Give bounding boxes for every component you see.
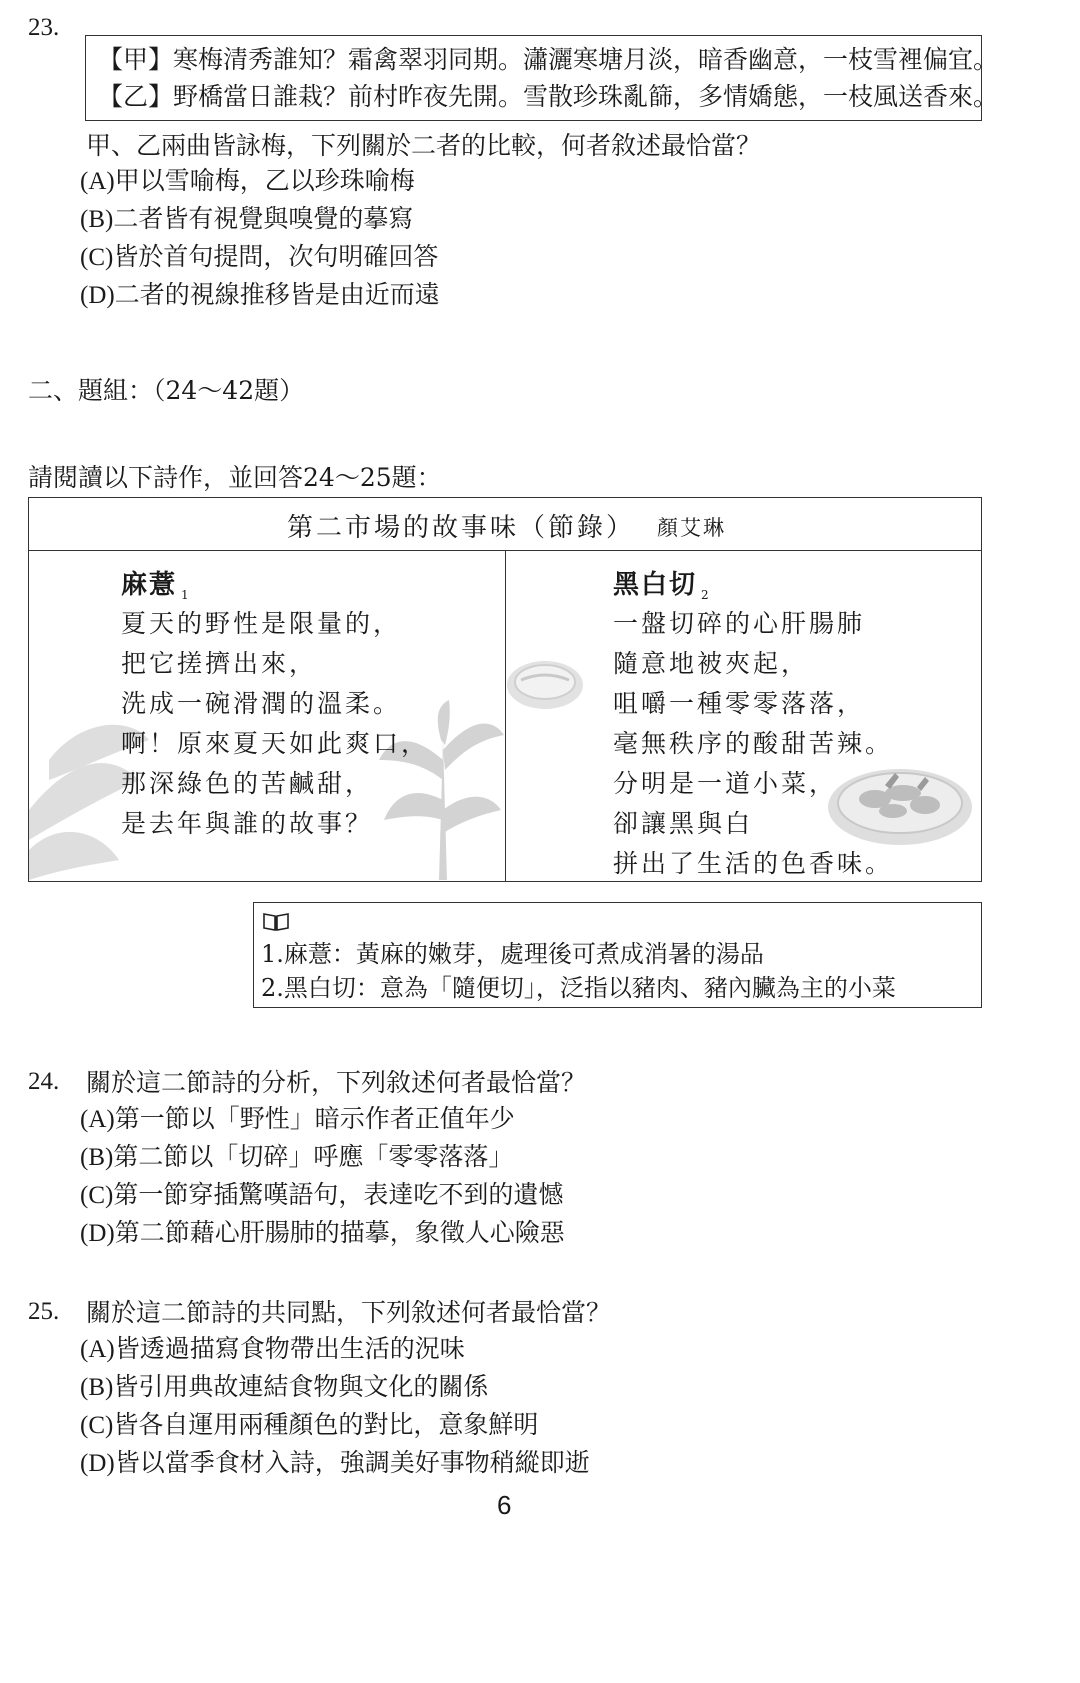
question-23-stem: 甲、乙兩曲皆詠梅，下列關於二者的比較，何者敘述最恰當？ — [86, 131, 762, 160]
poem-line: 咀嚼一種零零落落， — [613, 689, 866, 718]
option-a[interactable]: (A)甲以雪喻梅，乙以珍珠喻梅 — [80, 166, 415, 195]
book-icon — [262, 910, 290, 932]
poem-line: 一盤切碎的心肝腸肺 — [613, 609, 866, 638]
poem-line: 分明是一道小菜， — [613, 769, 838, 798]
poem-line: 啊！原來夏天如此爽口， — [121, 729, 430, 758]
poem-line: 把它搓擠出來， — [121, 649, 318, 678]
question-23-options — [80, 162, 440, 314]
question-24-number: 24. — [28, 1068, 60, 1095]
poem-line: 是去年與誰的故事？ — [121, 809, 374, 838]
option-b[interactable]: (B)第二節以「切碎」呼應「零零落落」 — [80, 1142, 514, 1171]
poem-line: 洗成一碗滑潤的溫柔。 — [121, 689, 402, 718]
question-23-quote-box — [85, 35, 999, 121]
section-heading: 二、題組：（24～42題） — [28, 376, 305, 405]
poem-right-column — [507, 550, 981, 881]
page-number: 6 — [497, 1490, 512, 1520]
poem-left-lines — [121, 604, 429, 844]
poem-right-heading: 黑白切 $_2$ — [613, 570, 711, 602]
reading-instruction: 請閱讀以下詩作，並回答24～25題： — [28, 463, 442, 492]
note-item-1: 1.麻薏：黃麻的嫩芽，處理後可煮成消暑的湯品 — [261, 940, 764, 968]
poem-title: 第二市場的故事味（節錄） — [287, 513, 636, 543]
poem-left-column — [29, 550, 506, 881]
question-25-number: 25. — [28, 1298, 60, 1325]
quote-yi: 【乙】野橋當日誰栽？前村昨夜先開。雪散珍珠亂篩，多情嬌態，一枝風送香來。 — [98, 82, 999, 111]
small-plate-illustration — [507, 650, 587, 720]
notes-box — [253, 902, 982, 1008]
poem-left-heading: 麻薏 $_1$ — [121, 570, 191, 602]
option-d[interactable]: (D)皆以當季食材入詩，強調美好事物稍縱即逝 — [80, 1448, 590, 1477]
poem-line: 拼出了生活的色香味。 — [613, 849, 894, 878]
poem-line: 隨意地被夾起， — [613, 649, 810, 678]
note-item-2: 2.黑白切：意為「隨便切」，泛指以豬肉、豬內臟為主的小菜 — [261, 974, 896, 1002]
option-a[interactable]: (A)皆透過描寫食物帶出生活的況味 — [80, 1334, 465, 1363]
option-c[interactable]: (C)皆於首句提問，次句明確回答 — [80, 242, 439, 271]
option-c[interactable]: (C)皆各自運用兩種顏色的對比，意象鮮明 — [80, 1410, 539, 1439]
poem-box — [28, 497, 982, 882]
quote-jia: 【甲】寒梅清秀誰知？霜禽翠羽同期。瀟灑寒塘月淡，暗香幽意，一枝雪裡偏宜。 — [98, 45, 999, 74]
poem-header — [29, 498, 981, 551]
poem-author: 顏艾琳 — [657, 516, 726, 540]
poem-line: 夏天的野性是限量的， — [121, 609, 402, 638]
option-d[interactable]: (D)二者的視線推移皆是由近而遠 — [80, 280, 440, 309]
option-d[interactable]: (D)第二節藉心肝腸肺的描摹，象徵人心險惡 — [80, 1218, 565, 1247]
question-24-options — [80, 1100, 565, 1252]
option-c[interactable]: (C)第一節穿插驚嘆語句，表達吃不到的遺憾 — [80, 1180, 564, 1209]
question-23-number: 23. — [28, 14, 60, 41]
poem-line: 那深綠色的苦鹹甜， — [121, 769, 374, 798]
poem-line: 卻讓黑與白 — [613, 809, 754, 838]
option-b[interactable]: (B)二者皆有視覺與嗅覺的摹寫 — [80, 204, 414, 233]
question-25-stem: 關於這二節詩的共同點，下列敘述何者最恰當？ — [86, 1298, 612, 1327]
question-24-stem: 關於這二節詩的分析，下列敘述何者最恰當？ — [86, 1068, 587, 1097]
question-25-options — [80, 1330, 590, 1482]
poem-line: 毫無秩序的酸甜苦辣。 — [613, 729, 894, 758]
option-a[interactable]: (A)第一節以「野性」暗示作者正值年少 — [80, 1104, 515, 1133]
option-b[interactable]: (B)皆引用典故連結食物與文化的關係 — [80, 1372, 489, 1401]
poem-right-lines — [613, 604, 893, 881]
